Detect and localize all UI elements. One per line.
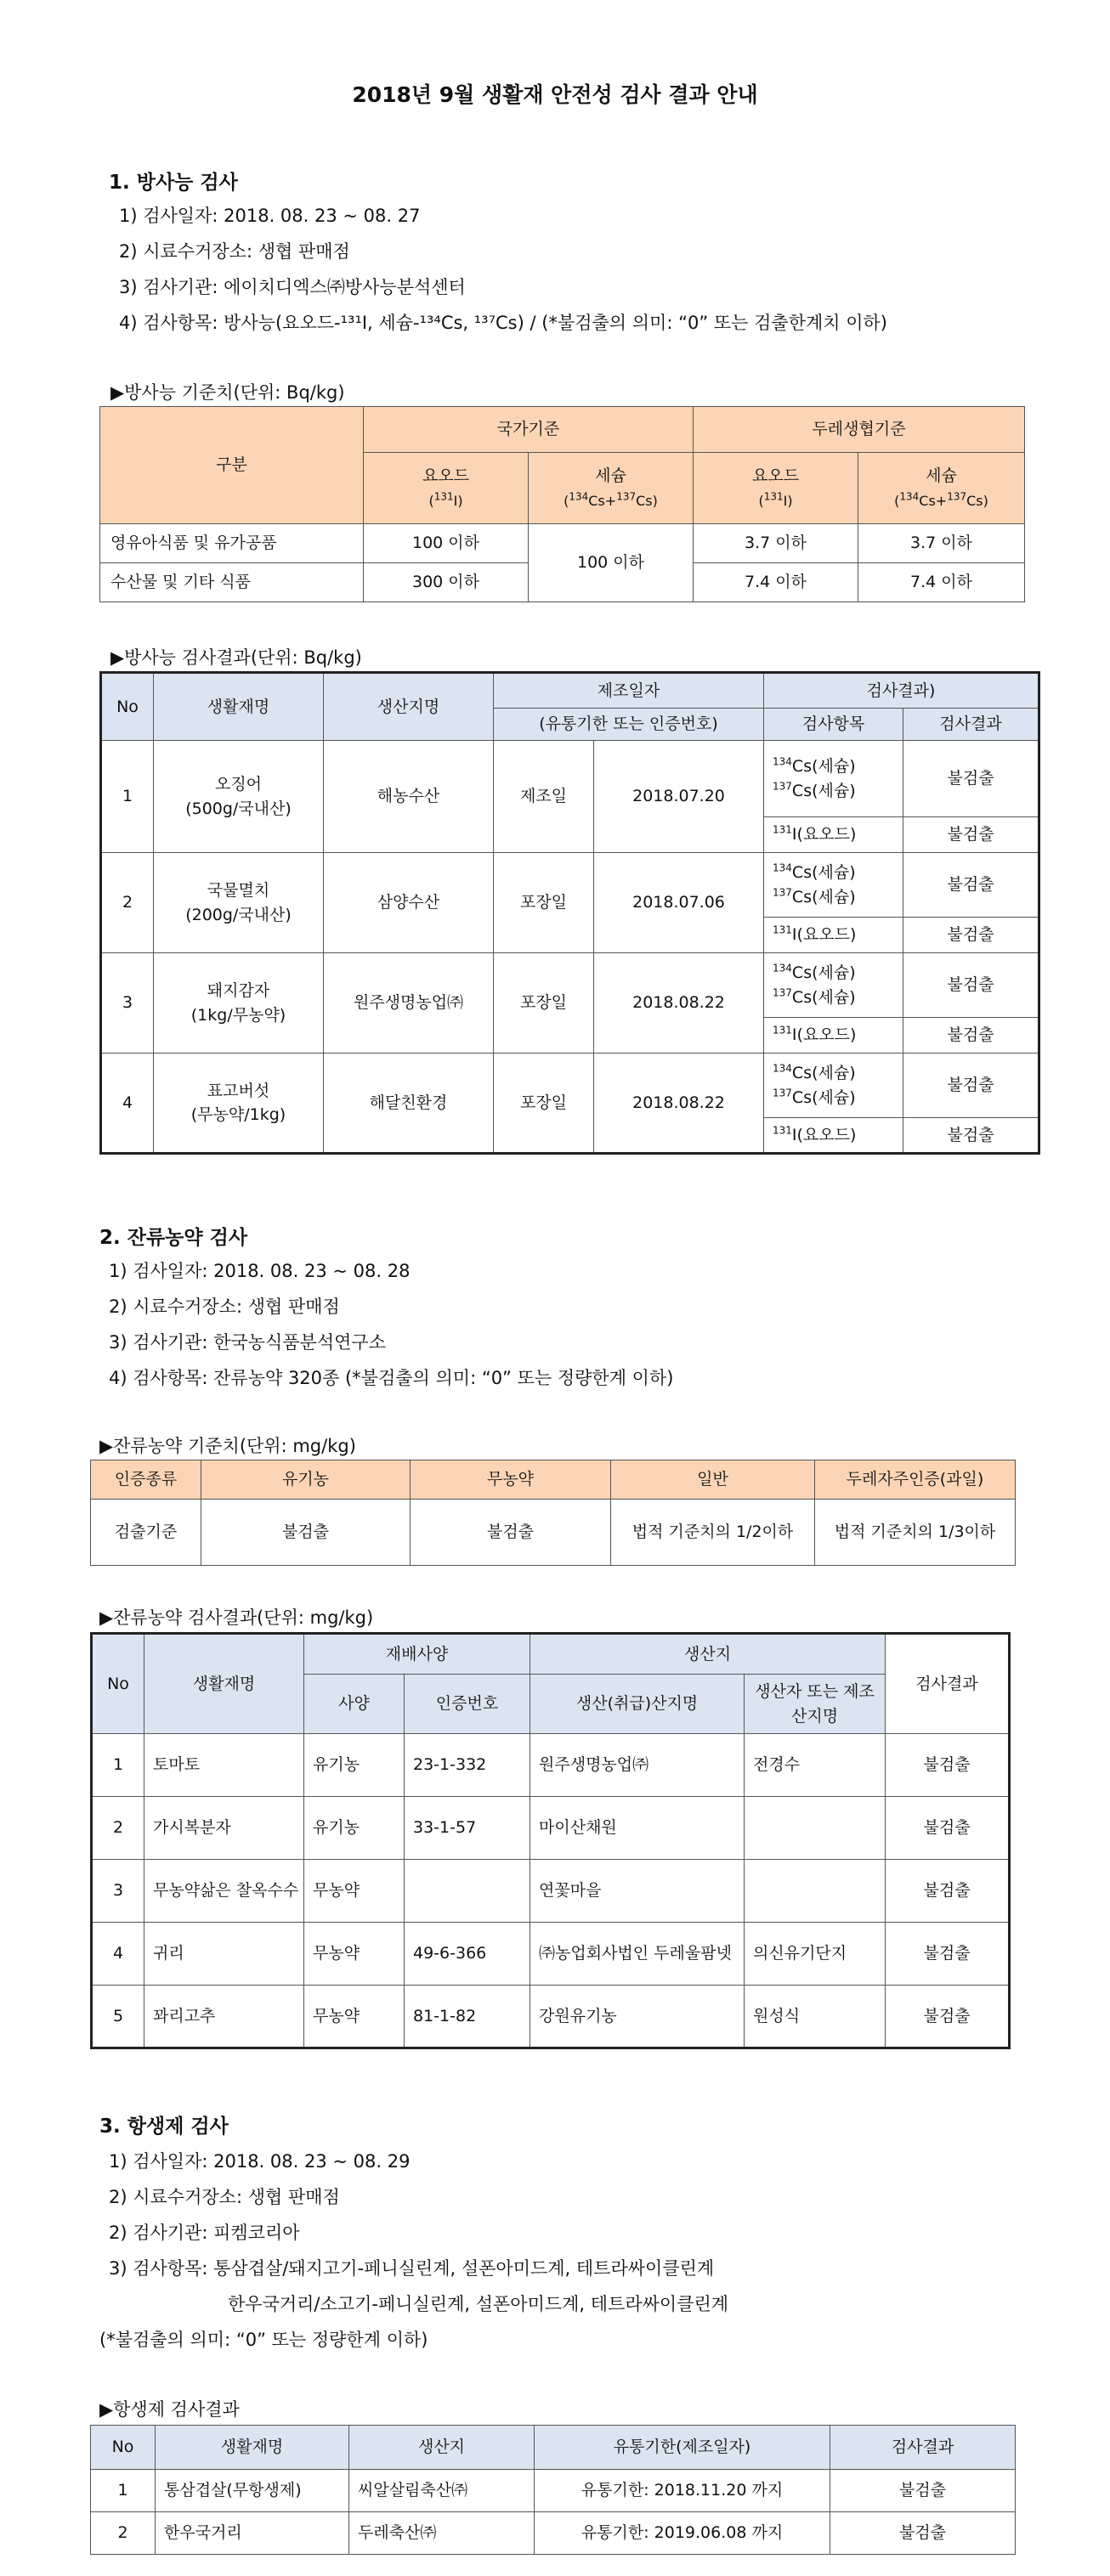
section2-item-1: 1) 검사일자: 2018. 08. 23 ~ 08. 28 — [109, 1261, 411, 1281]
section1-item-3: 3) 검사기관: 에이치디엑스㈜방사능분석센터 — [119, 277, 466, 297]
prow-spec: 무농약 — [304, 1986, 405, 2048]
arow-result: 불검출 — [830, 2470, 1016, 2512]
section3-item-2: 2) 시료수거장소: 생협 판매점 — [109, 2187, 340, 2207]
row-date-type: 포장일 — [494, 853, 594, 953]
prow-producer — [745, 1860, 886, 1923]
row-origin: 해농수산 — [324, 741, 494, 853]
prow-no: 5 — [92, 1986, 144, 2048]
arow-origin: 두레축산㈜ — [349, 2512, 535, 2555]
presult-header-spec: 사양 — [304, 1675, 405, 1734]
prow-cert: 33-1-57 — [405, 1797, 530, 1860]
section1-heading: 1. 방사능 검사 — [109, 172, 238, 194]
aresult-header: No — [91, 2426, 156, 2470]
pstd-cell: 불검출 — [411, 1500, 611, 1566]
row-item-iodine: $^{131}$I(요오드) — [764, 918, 903, 953]
prow-cert: 49-6-366 — [405, 1923, 530, 1986]
std-cell: 7.4 이하 — [858, 563, 1025, 602]
row-result-cesium: 불검출 — [903, 741, 1039, 817]
section2-item-2: 2) 시료수거장소: 생협 판매점 — [109, 1296, 340, 1317]
arow-no: 2 — [91, 2512, 156, 2555]
row-name: 국물멸치 (200g/국내산) — [154, 853, 324, 953]
std-cell-merged: 100 이하 — [529, 524, 694, 602]
section3-item-4-continued: 한우국거리/소고기-페니실린계, 설폰아미드계, 테트라싸이클린계 — [228, 2294, 729, 2314]
pesticide-standard-caption: ▶잔류농약 기준치(단위: mg/kg) — [99, 1436, 356, 1456]
prow-place: 원주생명농업㈜ — [530, 1734, 745, 1797]
presult-header-no: No — [92, 1634, 144, 1734]
result-header-no: No — [101, 673, 154, 741]
row-no: 3 — [101, 953, 154, 1054]
std-cell: 3.7 이하 — [858, 524, 1025, 563]
section2-item-3: 3) 검사기관: 한국농식품분석연구소 — [109, 1332, 386, 1353]
row-result-cesium: 불검출 — [903, 953, 1039, 1018]
arow-name: 통삼겹살(무항생제) — [156, 2470, 349, 2512]
row-item-cesium: $^{134}$Cs(세슘) $^{137}$Cs(세슘) — [764, 741, 903, 817]
row-result-iodine: 불검출 — [903, 1018, 1039, 1054]
prow-producer: 의신유기단지 — [745, 1923, 886, 1986]
aresult-header: 생활재명 — [156, 2426, 349, 2470]
antibiotic-result-table — [90, 2425, 1016, 2555]
radiation-result-table — [99, 671, 1040, 1155]
prow-spec: 무농약 — [304, 1860, 405, 1923]
prow-cert: 23-1-332 — [405, 1734, 530, 1797]
pstd-cell: 불검출 — [201, 1500, 411, 1566]
prow-result: 불검출 — [886, 1734, 1010, 1797]
pstd-cell: 법적 기준치의 1/3이하 — [815, 1500, 1016, 1566]
row-result-iodine: 불검출 — [903, 918, 1039, 953]
aresult-header: 검사결과 — [830, 2426, 1016, 2470]
page-title: 2018년 9월 생활재 안전성 검사 결과 안내 — [352, 82, 758, 107]
prow-producer: 전경수 — [745, 1734, 886, 1797]
row-no: 1 — [101, 741, 154, 853]
section1-item-2: 2) 시료수거장소: 생협 판매점 — [119, 241, 350, 262]
prow-name: 귀리 — [144, 1923, 304, 1986]
row-date-type: 포장일 — [494, 953, 594, 1054]
prow-place: ㈜농업회사법인 두레울팜넷 — [530, 1923, 745, 1986]
std-header-national-iodine: 요오드 ($^{131}$I) — [364, 453, 529, 524]
result-header-item: 검사항목 — [764, 709, 903, 741]
prow-name: 꽈리고추 — [144, 1986, 304, 2048]
presult-header-result: 검사결과 — [886, 1634, 1010, 1734]
row-date: 2018.07.06 — [594, 853, 764, 953]
presult-header-producer: 생산자 또는 제조산지명 — [745, 1675, 886, 1734]
section1-item-4: 4) 검사항목: 방사능(요오드-¹³¹I, 세슘-¹³⁴Cs, ¹³⁷Cs) / (*불검출의 의미: “0” 또는 검출한계치 이하) — [119, 313, 887, 333]
section3-heading: 3. 항생제 검사 — [99, 2116, 229, 2138]
arow-expiry: 유통기한: 2019.06.08 까지 — [535, 2512, 830, 2555]
radiation-result-caption: ▶방사능 검사결과(단위: Bq/kg) — [110, 647, 362, 668]
prow-no: 2 — [92, 1797, 144, 1860]
row-result-iodine: 불검출 — [903, 1118, 1039, 1154]
row-date-type: 제조일 — [494, 741, 594, 853]
result-header-date: 제조일자 — [494, 673, 764, 709]
radiation-standard-caption: ▶방사능 기준치(단위: Bq/kg) — [110, 382, 345, 403]
result-header-result: 검사결과) — [764, 673, 1039, 709]
row-origin: 원주생명농업㈜ — [324, 953, 494, 1054]
section3-note: (*불검출의 의미: “0” 또는 정량한계 이하) — [99, 2330, 428, 2350]
prow-result: 불검출 — [886, 1860, 1010, 1923]
result-header-res: 검사결과 — [903, 709, 1039, 741]
section1-item-1: 1) 검사일자: 2018. 08. 23 ~ 08. 27 — [119, 206, 421, 226]
std-header-category: 구분 — [100, 407, 364, 524]
pstd-header: 일반 — [611, 1460, 815, 1500]
arow-expiry: 유통기한: 2018.11.20 까지 — [535, 2470, 830, 2512]
radiation-standard-table — [99, 406, 1025, 602]
arow-origin: 씨알살림축산㈜ — [349, 2470, 535, 2512]
prow-place: 강원유기농 — [530, 1986, 745, 2048]
row-origin: 해달친환경 — [324, 1054, 494, 1154]
arow-result: 불검출 — [830, 2512, 1016, 2555]
std-cell: 300 이하 — [364, 563, 529, 602]
row-no: 2 — [101, 853, 154, 953]
section2-heading: 2. 잔류농약 검사 — [99, 1227, 248, 1249]
row-item-iodine: $^{131}$I(요오드) — [764, 1018, 903, 1054]
arow-no: 1 — [91, 2470, 156, 2512]
prow-no: 4 — [92, 1923, 144, 1986]
pstd-row-label: 검출기준 — [91, 1500, 201, 1566]
section3-item-1: 1) 검사일자: 2018. 08. 23 ~ 08. 29 — [109, 2151, 411, 2172]
prow-name: 가시복분자 — [144, 1797, 304, 1860]
aresult-header: 생산지 — [349, 2426, 535, 2470]
result-header-name: 생활재명 — [154, 673, 324, 741]
std-header-dure: 두레생협기준 — [694, 407, 1025, 453]
prow-producer: 원성식 — [745, 1986, 886, 2048]
row-no: 4 — [101, 1054, 154, 1154]
pesticide-result-table — [90, 1632, 1011, 2049]
pstd-header: 인증종류 — [91, 1460, 201, 1500]
prow-result: 불검출 — [886, 1986, 1010, 2048]
section3-item-4: 3) 검사항목: 통삼겹살/돼지고기-페니실린계, 설폰아미드계, 테트라싸이클린계 — [109, 2258, 715, 2279]
prow-spec: 무농약 — [304, 1923, 405, 1986]
presult-header-place: 생산(취급)산지명 — [530, 1675, 745, 1734]
row-date-type: 포장일 — [494, 1054, 594, 1154]
prow-producer — [745, 1797, 886, 1860]
pstd-header: 무농약 — [411, 1460, 611, 1500]
std-cell: 3.7 이하 — [694, 524, 858, 563]
prow-no: 1 — [92, 1734, 144, 1797]
row-item-iodine: $^{131}$I(요오드) — [764, 817, 903, 853]
std-cell: 100 이하 — [364, 524, 529, 563]
prow-place: 연꽃마을 — [530, 1860, 745, 1923]
prow-cert: 81-1-82 — [405, 1986, 530, 2048]
pstd-header: 두레자주인증(과일) — [815, 1460, 1016, 1500]
section3-item-3: 2) 검사기관: 피켐코리아 — [109, 2223, 300, 2243]
std-cell: 7.4 이하 — [694, 563, 858, 602]
section2-item-4: 4) 검사항목: 잔류농약 320종 (*불검출의 의미: “0” 또는 정량한계 이하) — [109, 1368, 674, 1388]
aresult-header: 유통기한(제조일자) — [535, 2426, 830, 2470]
pstd-cell: 법적 기준치의 1/2이하 — [611, 1500, 815, 1566]
presult-header-cert: 인증번호 — [405, 1675, 530, 1734]
std-header-dure-iodine: 요오드 ($^{131}$I) — [694, 453, 858, 524]
std-row-name: 영유아식품 및 유가공품 — [100, 524, 364, 563]
row-item-cesium: $^{134}$Cs(세슘) $^{137}$Cs(세슘) — [764, 953, 903, 1018]
prow-spec: 유기농 — [304, 1797, 405, 1860]
result-header-date-sub: (유통기한 또는 인증번호) — [494, 709, 764, 741]
prow-place: 마이산채원 — [530, 1797, 745, 1860]
arow-name: 한우국거리 — [156, 2512, 349, 2555]
std-header-dure-cesium: 세슘 ($^{134}$Cs+$^{137}$Cs) — [858, 453, 1025, 524]
prow-cert — [405, 1860, 530, 1923]
pesticide-standard-table — [90, 1460, 1016, 1566]
row-result-cesium: 불검출 — [903, 853, 1039, 918]
prow-no: 3 — [92, 1860, 144, 1923]
pstd-header: 유기농 — [201, 1460, 411, 1500]
row-origin: 삼양수산 — [324, 853, 494, 953]
presult-header-name: 생활재명 — [144, 1634, 304, 1734]
result-header-origin: 생산지명 — [324, 673, 494, 741]
prow-result: 불검출 — [886, 1797, 1010, 1860]
prow-name: 무농약삶은 찰옥수수 — [144, 1860, 304, 1923]
prow-spec: 유기농 — [304, 1734, 405, 1797]
std-header-national-cesium: 세슘 ($^{134}$Cs+$^{137}$Cs) — [529, 453, 694, 524]
row-item-iodine: $^{131}$I(요오드) — [764, 1118, 903, 1154]
pesticide-result-caption: ▶잔류농약 검사결과(단위: mg/kg) — [99, 1607, 374, 1628]
row-item-cesium: $^{134}$Cs(세슘) $^{137}$Cs(세슘) — [764, 853, 903, 918]
row-result-cesium: 불검출 — [903, 1054, 1039, 1118]
row-name: 돼지감자 (1kg/무농약) — [154, 953, 324, 1054]
row-item-cesium: $^{134}$Cs(세슘) $^{137}$Cs(세슘) — [764, 1054, 903, 1118]
std-header-national: 국가기준 — [364, 407, 694, 453]
prow-name: 토마토 — [144, 1734, 304, 1797]
row-date: 2018.08.22 — [594, 1054, 764, 1154]
row-name: 오징어 (500g/국내산) — [154, 741, 324, 853]
row-result-iodine: 불검출 — [903, 817, 1039, 853]
std-row-name: 수산물 및 기타 식품 — [100, 563, 364, 602]
presult-header-origin: 생산지 — [530, 1634, 886, 1675]
row-name: 표고버섯 (무농약/1kg) — [154, 1054, 324, 1154]
row-date: 2018.07.20 — [594, 741, 764, 853]
presult-header-cult: 재배사양 — [304, 1634, 530, 1675]
row-date: 2018.08.22 — [594, 953, 764, 1054]
prow-result: 불검출 — [886, 1923, 1010, 1986]
antibiotic-result-caption: ▶항생제 검사결과 — [99, 2399, 240, 2420]
